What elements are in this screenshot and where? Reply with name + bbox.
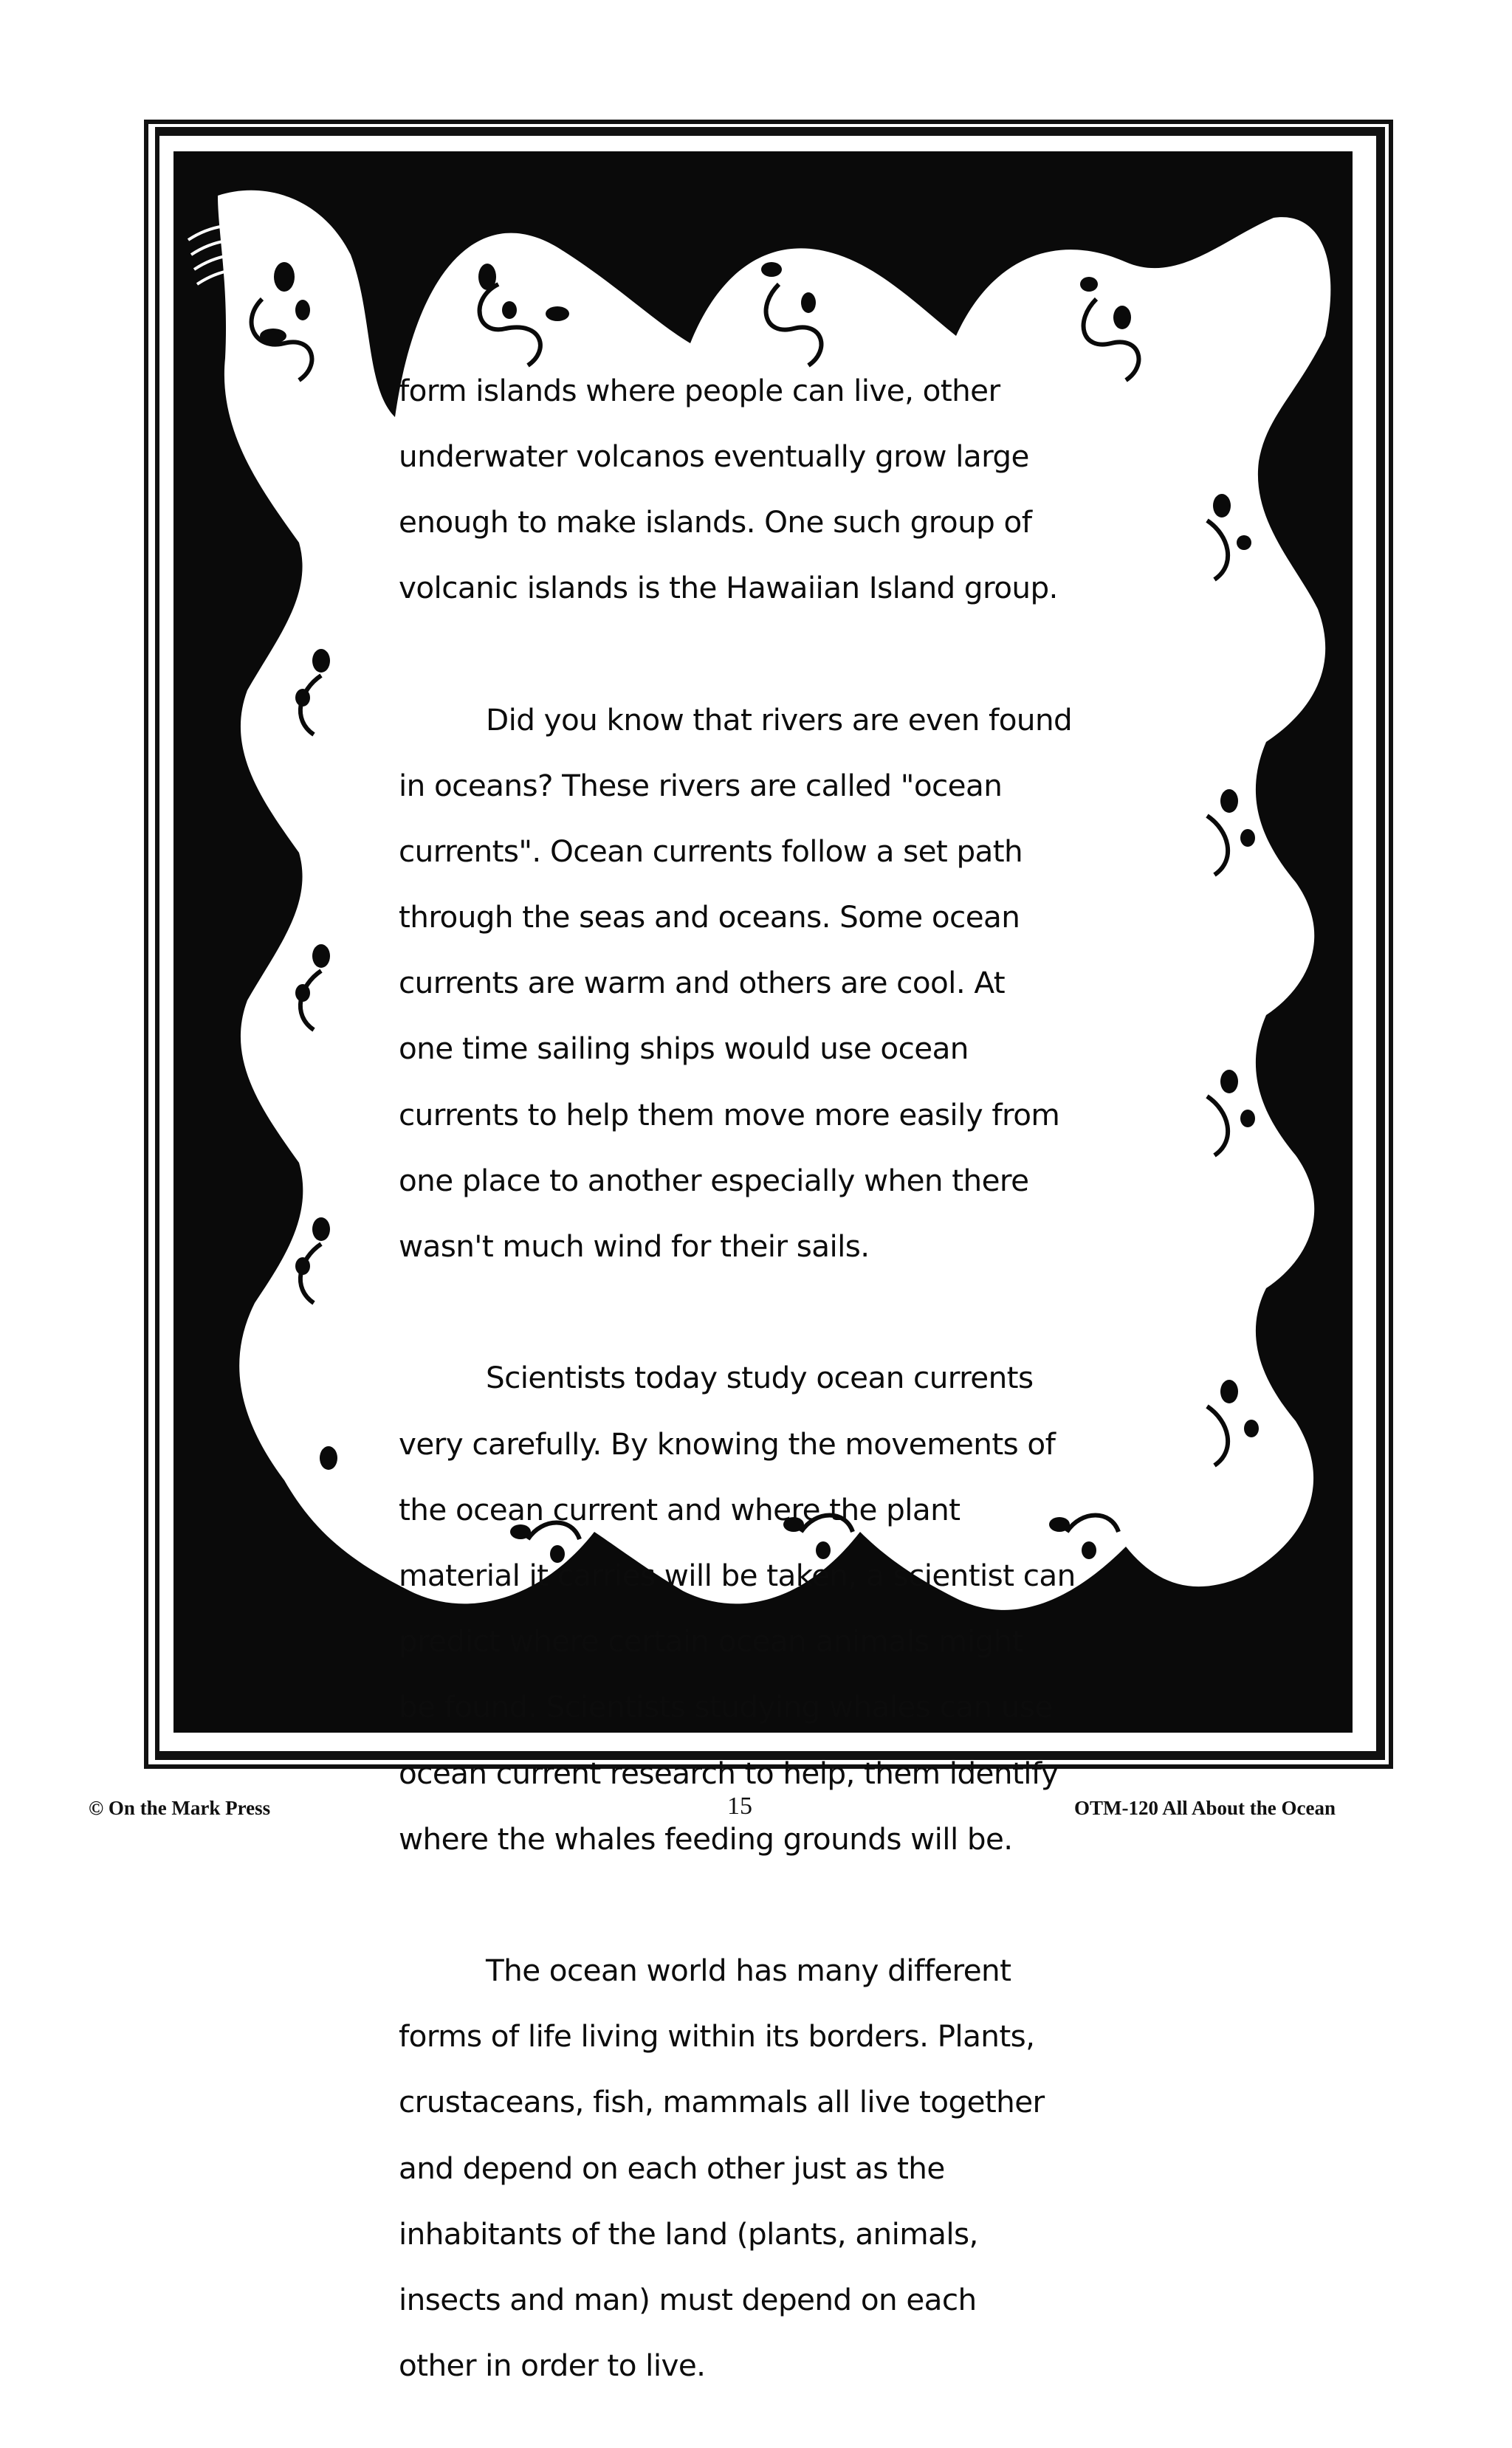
- text-line: underwater volcanos eventually grow large: [399, 438, 1029, 474]
- paragraph-3: [399, 1329, 1181, 1888]
- text-line: volcanic islands is the Hawaiian Island group.: [399, 570, 1058, 606]
- text-line: where the whales feeding grounds will be.: [399, 1820, 1013, 1857]
- text-line: inhabitants of the land (plants, animals,: [399, 2215, 978, 2252]
- text-line: in oceans? These rivers are called "ocean: [399, 767, 1003, 803]
- text-line: one place to another especially when there: [399, 1162, 1029, 1198]
- footer-publisher: © On the Mark Press: [89, 1797, 271, 1819]
- text-line: be found. Scientists studying whales can use: [399, 1689, 1053, 1725]
- text-line: and depend on each other just as the: [399, 2150, 945, 2186]
- article-body: [399, 341, 1181, 2448]
- text-line: The ocean world has many different: [486, 1953, 1011, 1989]
- text-line: very carefully. By knowing the movements of: [399, 1426, 1056, 1462]
- text-line: through the seas and oceans. Some ocean: [399, 899, 1020, 935]
- text-line: wasn't much wind for their sails.: [399, 1228, 870, 1265]
- text-line: one time sailing ships would use ocean: [399, 1031, 969, 1067]
- text-line: the ocean current and where the plant: [399, 1491, 961, 1527]
- text-line: ocean current research to help, them identify: [399, 1755, 1059, 1791]
- text-line: insects and man) must depend on each: [399, 2282, 977, 2318]
- paragraph-1: [399, 341, 1181, 637]
- text-line: forms of life living within its borders. Plants,: [399, 2018, 1035, 2055]
- paragraph-4: [399, 1922, 1181, 2416]
- paragraph-2: [399, 670, 1181, 1296]
- text-line: Did you know that rivers are even found: [486, 701, 1073, 738]
- page-number: 15: [727, 1792, 752, 1820]
- text-line: Scientists today study ocean currents: [486, 1360, 1034, 1396]
- text-line: predict where certain ocean animals might: [399, 1623, 1023, 1660]
- text-line: currents". Ocean currents follow a set path: [399, 833, 1023, 869]
- text-line: material it carries will be taken, a scientist can: [399, 1557, 1076, 1593]
- text-line: crustaceans, fish, mammals all live together: [399, 2084, 1045, 2120]
- text-line: currents are warm and others are cool. At: [399, 965, 1006, 1001]
- text-line: other in order to live.: [399, 2348, 706, 2384]
- text-line: enough to make islands. One such group of: [399, 503, 1032, 540]
- text-line: form islands where people can live, other: [399, 372, 1000, 408]
- text-line: currents to help them move more easily from: [399, 1096, 1060, 1132]
- footer-book-title: OTM-120 All About the Ocean: [1074, 1797, 1336, 1819]
